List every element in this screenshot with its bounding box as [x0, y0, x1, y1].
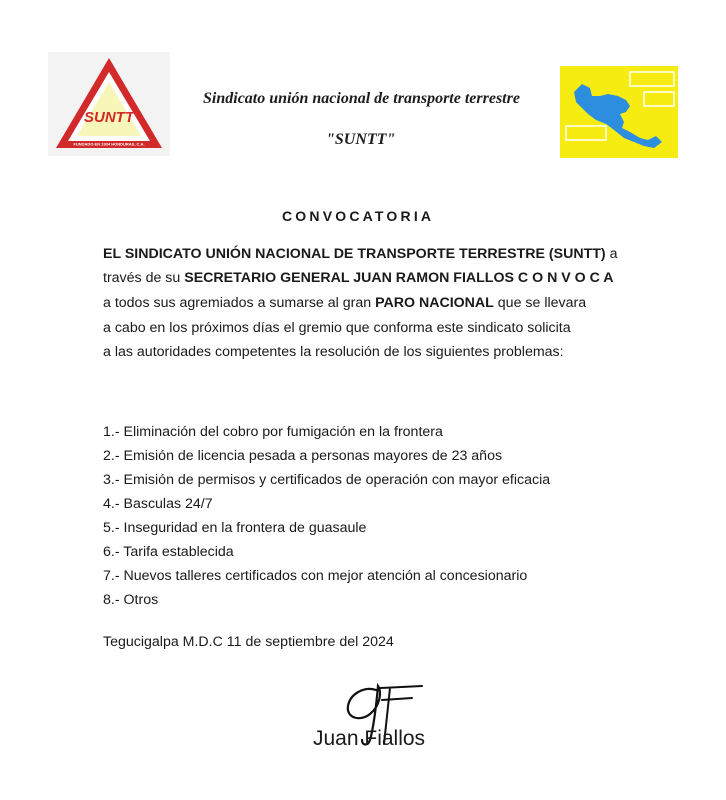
suntt-logo-text: SUNTT	[84, 109, 134, 126]
signer-name: Juan Fiallos	[313, 727, 426, 750]
list-item: 5.- Inseguridad en la frontera de guasaule	[103, 520, 367, 536]
list-item: 6.- Tarifa establecida	[103, 544, 234, 560]
paro-nacional: PARO NACIONAL	[375, 295, 494, 311]
paragraph-text: través de su	[103, 270, 185, 286]
paragraph-line-5: a las autoridades competentes la resolución de los siguientes problemas:	[103, 344, 564, 360]
suntt-logo-caption: FUNDADO EN 1934 HONDURAS, C.A.	[73, 141, 145, 147]
paragraph-text: que se llevara	[493, 295, 587, 311]
paragraph-line-1	[103, 242, 617, 266]
paragraph-text: a todos sus agremiados a sumarse al gran	[103, 295, 376, 311]
list-item: 1.- Eliminación del cobro por fumigación en la frontera	[103, 424, 443, 440]
paragraph-line-4: a cabo en los próximos días el gremio que conforma este sindicato solicita	[103, 320, 571, 336]
central-america-map-icon	[560, 66, 678, 158]
document-heading: CONVOCATORIA	[282, 208, 435, 224]
place-and-date: Tegucigalpa M.D.C 11 de septiembre del 2024	[103, 634, 394, 650]
suntt-logo	[48, 52, 170, 156]
paragraph-line-3	[103, 291, 586, 315]
union-name: EL SINDICATO UNIÓN NACIONAL DE TRANSPORTE TERRESTRE (SUNTT)	[103, 246, 606, 262]
list-item: 2.- Emisión de licencia pesada a personas mayores de 23 años	[103, 448, 503, 464]
list-item: 3.- Emisión de permisos y certificados de operación con mayor eficacia	[103, 472, 551, 488]
header-subtitle: "SUNTT"	[326, 131, 396, 148]
list-item: 8.- Otros	[103, 592, 159, 608]
list-item: 7.- Nuevos talleres certificados con mejor atención al concesionario	[103, 568, 528, 584]
paragraph-text: a	[605, 246, 618, 262]
secretary-name: SECRETARIO GENERAL JUAN RAMON FIALLOS C O N V O C A	[184, 270, 614, 286]
list-item: 4.- Basculas 24/7	[103, 496, 213, 512]
header-title: Sindicato unión nacional de transporte terrestre	[203, 90, 520, 107]
paragraph-line-2	[103, 266, 614, 290]
